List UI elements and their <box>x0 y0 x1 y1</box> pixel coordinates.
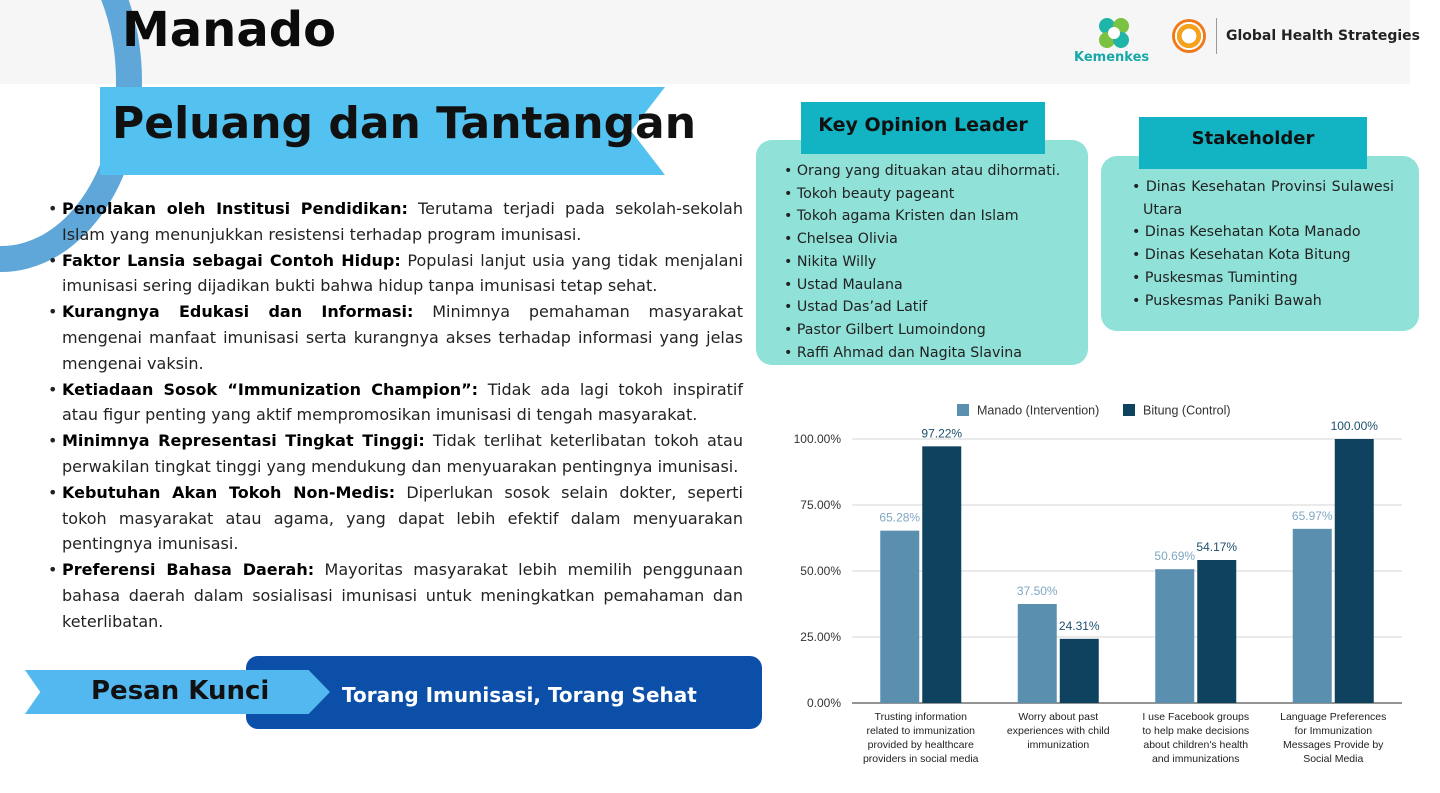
data-label: 65.97% <box>1291 508 1333 523</box>
stakeholder-title: Stakeholder <box>1191 128 1315 149</box>
bullet-text: Tidak terlihat keterlibatan tokoh atau perwakilan tingkat tinggi yang mendukung dan menyuarakan pentingnya imunisasi. <box>62 431 743 476</box>
bullet-text: Minimnya pemahaman masyarakat mengenai manfaat imunisasi serta kurangnya akses terhadap informasi yang jelas mengenai vaksin. <box>62 302 743 373</box>
x-tick-label: providers in social media <box>862 753 979 765</box>
bullet-text: Mayoritas masyarakat lebih memilih penggunaan bahasa daerah dalam sosialisasi imunisasi untuk meningkatkan pemahaman dan keterlibatan. <box>62 560 744 631</box>
ghs-logo-icon <box>1172 19 1206 53</box>
legend-swatch <box>1123 404 1135 416</box>
list-item: • Puskesmas Tuminting <box>1132 267 1394 290</box>
bar <box>1060 639 1099 703</box>
bullet-heading: Ketiadaan Sosok “Immunization Champion”: <box>62 379 479 399</box>
bar <box>1335 439 1374 703</box>
data-label: 24.31% <box>1058 618 1100 633</box>
city-title: Manado <box>122 2 337 58</box>
x-tick-label: immunization <box>1027 739 1090 751</box>
list-item: • Raffi Ahmad dan Nagita Slavina <box>784 342 1084 365</box>
y-tick-label: 0.00% <box>806 696 841 710</box>
bullet-heading: Kebutuhan Akan Tokoh Non-Medis: <box>62 482 396 502</box>
ghs-label: Global Health Strategies <box>1226 28 1421 44</box>
legend-label: Manado (Intervention) <box>977 403 1100 418</box>
bar <box>1018 604 1057 703</box>
list-item: • Puskesmas Paniki Bawah <box>1132 290 1394 313</box>
list-item <box>48 299 743 376</box>
data-label: 37.50% <box>1016 584 1058 598</box>
list-item <box>48 377 743 429</box>
x-tick-label: about children's health <box>1143 739 1249 751</box>
comparison-bar-chart <box>780 395 1420 785</box>
x-tick-label: Trusting information <box>874 711 967 723</box>
y-tick-label: 50.00% <box>800 564 841 578</box>
list-item: • Dinas Kesehatan Provinsi Sulawesi Utara <box>1132 176 1394 221</box>
list-item: • Chelsea Olivia <box>784 228 1084 251</box>
bar <box>1293 529 1332 703</box>
x-tick-label: experiences with child <box>1006 725 1110 737</box>
bullet-text: Diperlukan sosok selain dokter, seperti tokoh masyarakat atau agama, yang dapat lebih efektif dalam menyuarakan pentingnya imunisasi. <box>62 482 743 554</box>
bullet-heading: Preferensi Bahasa Daerah: <box>62 560 315 580</box>
list-item: • Nikita Willy <box>784 251 1084 274</box>
list-item: • Tokoh agama Kristen dan Islam <box>784 205 1084 228</box>
bullet-heading: Minimnya Representasi Tingkat Tinggi: <box>62 431 425 451</box>
legend-label: Bitung (Control) <box>1143 403 1231 418</box>
bar <box>1197 560 1236 703</box>
y-tick-label: 25.00% <box>800 630 841 644</box>
x-tick-label: Language Preferences <box>1280 711 1387 723</box>
list-item: • Pastor Gilbert Lumoindong <box>784 319 1084 342</box>
x-tick-label: and immunizations <box>1151 753 1240 765</box>
list-item: • Orang yang dituakan atau dihormati. <box>784 160 1084 183</box>
data-label: 100.00% <box>1330 419 1378 433</box>
data-label: 50.69% <box>1154 549 1196 564</box>
list-item <box>48 428 743 480</box>
x-tick-label: Social Media <box>1303 753 1364 765</box>
kol-title: Key Opinion Leader <box>818 114 1028 136</box>
key-message-text: Torang Imunisasi, Torang Sehat <box>342 683 697 707</box>
section-title: Peluang dan Tantangan <box>112 98 697 149</box>
list-item <box>48 480 743 557</box>
key-message-label: Pesan Kunci <box>91 676 270 706</box>
bullet-text: Tidak ada lagi tokoh inspiratif atau figur penting yang aktif mempromosikan imunisasi di tengah masyarakat. <box>62 379 743 425</box>
x-tick-label: related to immunization <box>866 725 976 737</box>
kemenkes-label: Kemenkes <box>1074 50 1150 65</box>
data-label: 54.17% <box>1196 539 1238 554</box>
y-tick-label: 100.00% <box>793 432 841 446</box>
y-tick-label: 75.00% <box>800 498 841 512</box>
kol-list <box>784 160 1084 364</box>
bullet-text: Populasi lanjut usia yang tidak menjalani imunisasi sering dijadikan bukti bahwa hidup tanpa imunisasi tetap sehat. <box>62 250 743 296</box>
bullet-heading: Penolakan oleh Institusi Pendidikan: <box>62 199 408 218</box>
x-tick-label: I use Facebook groups <box>1142 711 1250 723</box>
data-label: 65.28% <box>879 510 921 525</box>
list-item <box>48 248 743 300</box>
bullet-text: Terutama terjadi pada sekolah-sekolah Islam yang menunjukkan resistensi terhadap program imunisasi. <box>62 199 743 244</box>
challenge-list <box>48 196 743 635</box>
x-tick-label: provided by healthcare <box>867 739 974 751</box>
bar <box>922 446 961 703</box>
list-item <box>48 557 743 634</box>
bar <box>1155 569 1194 703</box>
stakeholder-list <box>1132 176 1394 312</box>
list-item: • Dinas Kesehatan Kota Bitung <box>1132 244 1394 267</box>
x-tick-label: Worry about past <box>1018 711 1099 723</box>
legend-swatch <box>957 404 969 416</box>
x-tick-label: to help make decisions <box>1142 725 1250 737</box>
list-item <box>48 196 743 248</box>
bar <box>880 531 919 703</box>
list-item: • Tokoh beauty pageant <box>784 183 1084 206</box>
logo-divider <box>1216 18 1217 54</box>
list-item: • Ustad Maulana <box>784 274 1084 297</box>
list-item: • Ustad Das’ad Latif <box>784 296 1084 319</box>
x-tick-label: Messages Provide by <box>1283 739 1384 751</box>
bullet-heading: Faktor Lansia sebagai Contoh Hidup: <box>62 250 401 270</box>
x-tick-label: for Immunization <box>1294 725 1373 737</box>
list-item: • Dinas Kesehatan Kota Manado <box>1132 221 1394 244</box>
data-label: 97.22% <box>921 426 963 441</box>
bullet-heading: Kurangnya Edukasi dan Informasi: <box>62 302 414 322</box>
